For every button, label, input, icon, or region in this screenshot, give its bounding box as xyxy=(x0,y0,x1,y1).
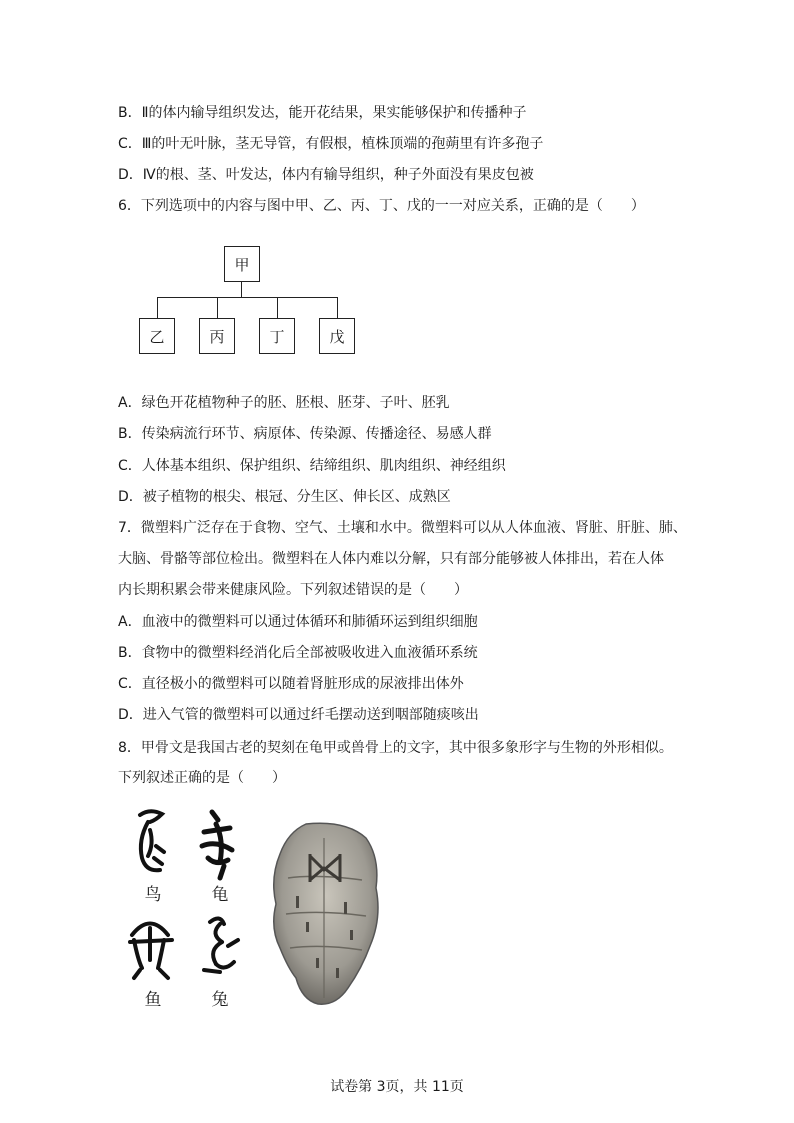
caption-rabbit: 兔 xyxy=(211,990,229,1010)
diagram-box-child: 丙 xyxy=(199,318,235,354)
diagram-connector xyxy=(241,282,242,297)
oracle-bone-image xyxy=(266,818,384,1010)
q6-option-d: D．被子植物的根尖、根冠、分生区、伸长区、成熟区 xyxy=(118,489,451,505)
diagram-connector xyxy=(337,297,338,318)
page-footer: 试卷第 3页，共 11页 xyxy=(330,1079,464,1095)
q6-option-a: A．绿色开花植物种子的胚、胚根、胚芽、子叶、胚乳 xyxy=(118,395,450,411)
diagram-box-child: 乙 xyxy=(139,318,175,354)
q6-stem: 6．下列选项中的内容与图中甲、乙、丙、丁、戊的一一对应关系，正确的是（ ） xyxy=(118,198,645,214)
bird-glyph-icon xyxy=(140,811,164,870)
q7-option-a: A．血液中的微塑料可以通过体循环和肺循环运到组织细胞 xyxy=(118,614,478,630)
caption-fish: 鱼 xyxy=(144,990,162,1010)
diagram-connector xyxy=(217,297,218,318)
diagram-connector xyxy=(157,297,337,298)
caption-bird: 鸟 xyxy=(144,885,162,905)
q8-stem-line2: 下列叙述正确的是（ ） xyxy=(118,770,286,786)
q8-stem-line1: 8．甲骨文是我国古老的契刻在龟甲或兽骨上的文字，其中很多象形字与生物的外形相似。 xyxy=(118,740,673,756)
q6-option-b: B．传染病流行环节、病原体、传染源、传播途径、易感人群 xyxy=(118,426,492,442)
q5-option-c: C．Ⅲ的叶无叶脉，茎无导管，有假根，植株顶端的孢蒴里有许多孢子 xyxy=(118,136,544,152)
diagram-box-child: 戊 xyxy=(319,318,355,354)
q7-stem-line3: 内长期积累会带来健康风险。下列叙述错误的是（ ） xyxy=(118,582,468,598)
q7-stem-line2: 大脑、骨骼等部位检出。微塑料在人体内难以分解，只有部分能够被人体排出，若在人体 xyxy=(118,551,664,567)
rabbit-glyph-icon xyxy=(204,918,238,972)
fish-glyph-icon xyxy=(130,924,172,979)
diagram-connector xyxy=(157,297,158,318)
q5-option-b: B．Ⅱ的体内输导组织发达，能开花结果，果实能够保护和传播种子 xyxy=(118,105,527,121)
q7-option-b: B．食物中的微塑料经消化后全部被吸收进入血液循环系统 xyxy=(118,645,478,661)
caption-turtle: 龟 xyxy=(211,885,229,905)
q7-stem-line1: 7．微塑料广泛存在于食物、空气、土壤和水中。微塑料可以从人体血液、肾脏、肝脏、肺、 xyxy=(118,520,687,536)
q7-option-c: C．直径极小的微塑料可以随着肾脏形成的尿液排出体外 xyxy=(118,676,464,692)
oracle-glyphs xyxy=(120,800,250,1010)
q5-option-d: D．Ⅳ的根、茎、叶发达，体内有输导组织，种子外面没有果皮包被 xyxy=(118,167,534,183)
turtle-glyph-icon xyxy=(202,812,232,878)
q7-option-d: D．进入气管的微塑料可以通过纤毛摆动送到咽部随痰咳出 xyxy=(118,707,479,723)
diagram-connector xyxy=(277,297,278,318)
diagram-box-child: 丁 xyxy=(259,318,295,354)
q6-option-c: C．人体基本组织、保护组织、结缔组织、肌肉组织、神经组织 xyxy=(118,458,506,474)
diagram-box-top: 甲 xyxy=(224,246,260,282)
